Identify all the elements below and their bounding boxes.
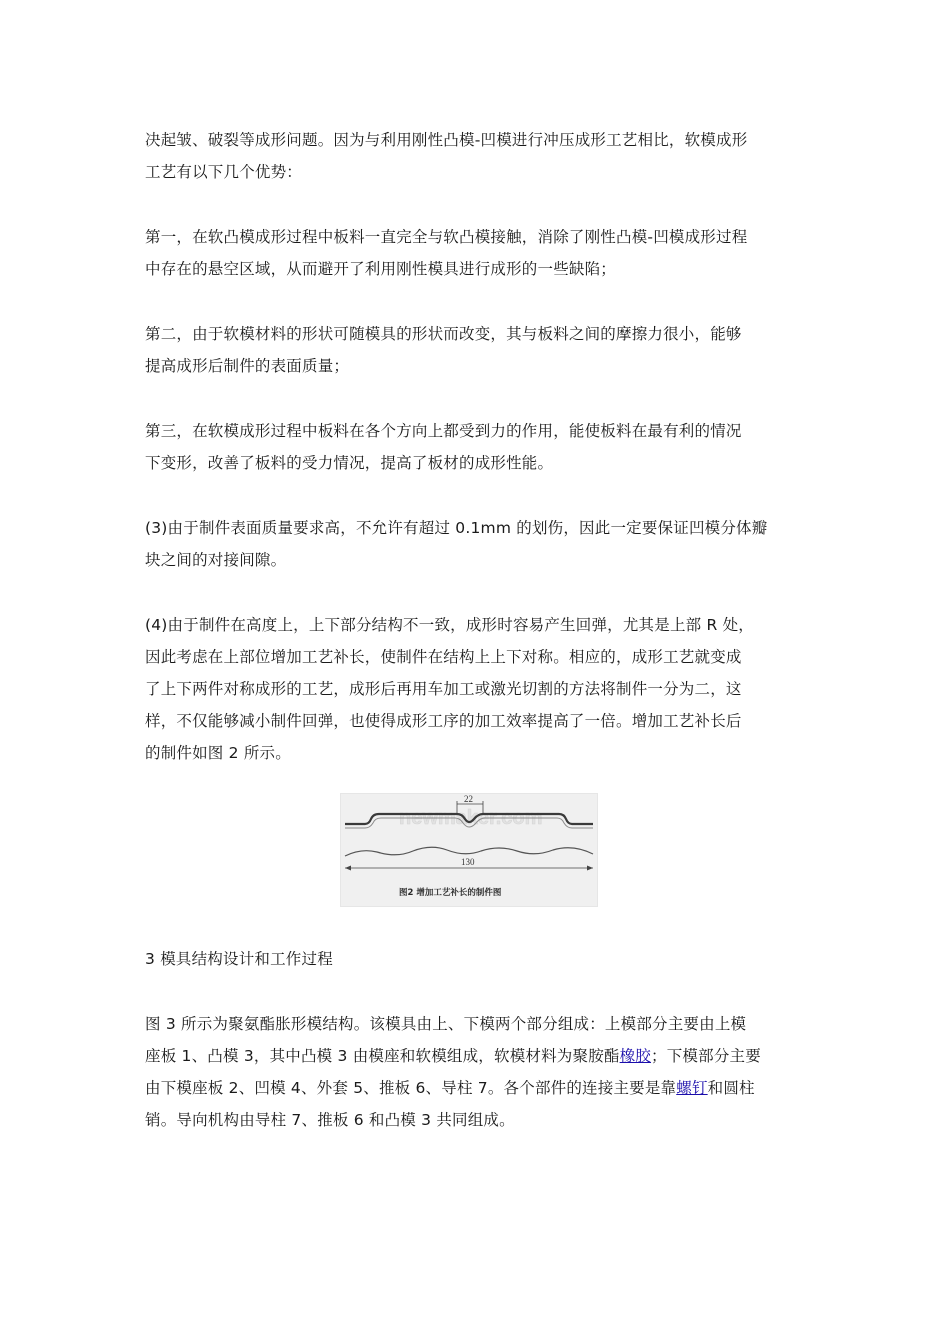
- paragraph-point-3: [145, 512, 805, 576]
- section-heading: [145, 943, 805, 975]
- part-drawing-svg: [341, 794, 597, 906]
- text-line: 3 模具结构设计和工作过程: [145, 950, 333, 968]
- text-line: 了上下两件对称成形的工艺，成形后再用车加工或激光切割的方法将制件一分为二，这: [145, 680, 742, 698]
- text-segment: 座板 1、凸模 3，其中凸模 3 由模座和软模组成，软模材料为聚胺酯: [145, 1047, 620, 1065]
- paragraph-advantage-1: [145, 221, 805, 285]
- paragraph-point-4: [145, 609, 805, 769]
- watermark-text: newmaker.com: [399, 807, 543, 829]
- rubber-link[interactable]: 橡胶: [619, 1047, 652, 1065]
- text-line: 样，不仅能够减小制件回弹，也使得成形工序的加工效率提高了一倍。增加工艺补长后: [145, 712, 742, 730]
- text-line: 决起皱、破裂等成形问题。因为与利用刚性凸模-凹模进行冲压成形工艺相比，软模成形: [145, 131, 748, 149]
- figure-caption: 图2 增加工艺补长的制件图: [399, 888, 502, 898]
- text-line: (4)由于制件在高度上，上下部分结构不一致，成形时容易产生回弹，尤其是上部 R 处，: [145, 616, 754, 634]
- text-line: 因此考虑在上部位增加工艺补长，使制件在结构上上下对称。相应的，成形工艺就变成: [145, 648, 742, 666]
- text-line: 工艺有以下几个优势：: [145, 163, 303, 181]
- dimension-label-bottom: 130: [461, 857, 475, 867]
- part-break-line: [345, 847, 593, 856]
- text-line: 提高成形后制件的表面质量；: [145, 357, 350, 375]
- dimension-arrow-right: [587, 866, 593, 871]
- text-line: 块之间的对接间隙。: [145, 551, 287, 569]
- screw-link[interactable]: 螺钉: [676, 1079, 708, 1097]
- text-line: 中存在的悬空区域，从而避开了利用刚性模具进行成形的一些缺陷；: [145, 260, 617, 278]
- text-segment: 和圆柱: [707, 1079, 755, 1097]
- text-segment: 由下模座板 2、凹模 4、外套 5、推板 6、导柱 7。各个部件的连接主要是靠: [145, 1079, 677, 1097]
- text-line: 销。导向机构由导柱 7、推板 6 和凸模 3 共同组成。: [145, 1111, 515, 1129]
- text-line: 图 3 所示为聚氨酯胀形模结构。该模具由上、下模两个部分组成：上模部分主要由上模: [145, 1015, 747, 1033]
- text-line: 下变形，改善了板料的受力情况，提高了板材的成形性能。: [145, 454, 554, 472]
- dimension-label-top: 22: [464, 794, 473, 804]
- paragraph-mold-structure: [145, 1008, 805, 1136]
- text-line: 第一，在软凸模成形过程中板料一直完全与软凸模接触，消除了刚性凸模-凹模成形过程: [145, 228, 748, 246]
- text-line: 第二，由于软模材料的形状可随模具的形状而改变，其与板料之间的摩擦力很小，能够: [145, 325, 742, 343]
- paragraph-advantage-3: [145, 415, 805, 479]
- text-line: 的制件如图 2 所示。: [145, 744, 291, 762]
- text-segment: ；下模部分主要: [651, 1047, 761, 1065]
- figure-2-part-drawing: [340, 793, 598, 907]
- paragraph-advantages-intro: [145, 124, 805, 188]
- text-line: 第三，在软模成形过程中板料在各个方向上都受到力的作用，能使板料在最有利的情况: [145, 422, 742, 440]
- text-line: (3)由于制件表面质量要求高，不允许有超过 0.1mm 的划伤，因此一定要保证凹模分体瓣: [145, 519, 768, 537]
- paragraph-advantage-2: [145, 318, 805, 382]
- text-line: [145, 1072, 805, 1104]
- text-line: [145, 1040, 805, 1072]
- dimension-arrow-left: [345, 866, 351, 871]
